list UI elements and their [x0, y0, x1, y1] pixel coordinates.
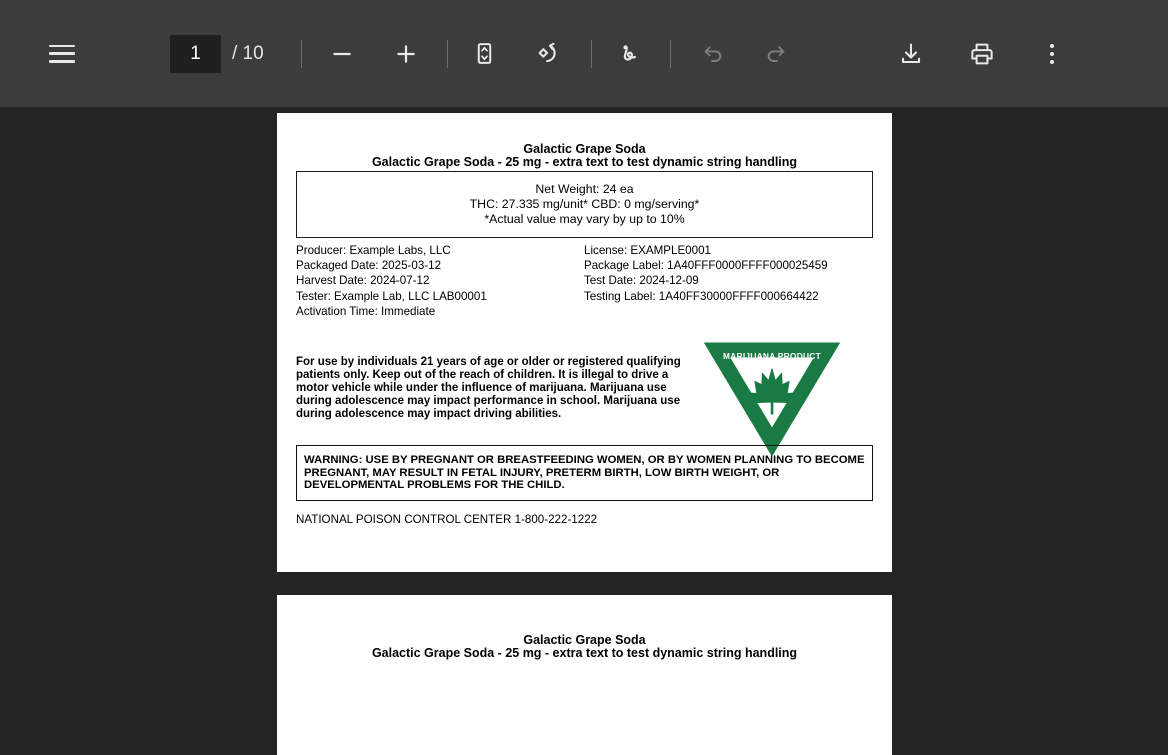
more-vertical-icon [1050, 44, 1054, 64]
page-total-label: / 10 [232, 42, 264, 64]
testing-label-line: Testing Label: 1A40FF30000FFFF000664422 [584, 289, 819, 303]
product-title-line2-page2: Galactic Grape Soda - 25 mg - extra text to test dynamic string handling [371, 646, 798, 660]
print-button[interactable] [960, 32, 1004, 76]
license-line: License: EXAMPLE0001 [584, 244, 711, 257]
tester-line: Tester: Example Lab, LLC LAB00001 [296, 289, 487, 303]
marijuana-product-triangle-logo [713, 345, 831, 445]
product-title-line1: Galactic Grape Soda [523, 142, 646, 156]
producer-info-column [296, 243, 487, 319]
package-label-line: Package Label: 1A40FFF0000FFFF000025459 [584, 259, 828, 273]
annotate-button[interactable] [608, 32, 652, 76]
activation-time-line: Activation Time: Immediate [296, 304, 436, 318]
zoom-out-button[interactable] [320, 32, 364, 76]
rotate-counterclockwise-icon [534, 40, 561, 67]
menu-button[interactable] [40, 32, 84, 76]
pdf-page-1 [277, 113, 892, 572]
pdf-page-2 [277, 595, 892, 755]
toolbar-divider-2 [447, 40, 448, 68]
toolbar-divider-4 [670, 40, 671, 68]
undo-icon [701, 41, 726, 66]
fit-to-page-button[interactable] [463, 32, 507, 76]
net-weight-line: Net Weight: 24 ea [535, 182, 634, 196]
annotate-pen-icon [616, 40, 644, 68]
product-title-line2: Galactic Grape Soda - 25 mg - extra text to test dynamic string handling [371, 155, 798, 169]
svg-text:MARIJUANA PRODUCT: MARIJUANA PRODUCT [723, 351, 821, 362]
packaged-date-line: Packaged Date: 2025-03-12 [296, 259, 442, 273]
hamburger-menu-icon [49, 45, 75, 63]
redo-icon [763, 41, 788, 66]
more-options-button[interactable] [1030, 32, 1074, 76]
potency-disclaimer-line: *Actual value may vary by up to 10% [484, 211, 685, 226]
zoom-in-button[interactable] [384, 32, 428, 76]
undo-button[interactable] [692, 32, 736, 76]
harvest-date-line: Harvest Date: 2024-07-12 [296, 274, 430, 288]
use-restrictions-text: For use by individuals 21 years of age or older or registered qualifying patients only. Keep out of the reach of children. It is illegal to drive a motor vehicle while under the influence of marijuana. Marijuana use during adolescence may impact performance in school. Marijuana use during adolescence may impact driving abilities. [296, 356, 681, 420]
download-icon [898, 41, 924, 67]
fit-to-page-icon [472, 41, 497, 66]
pdf-viewer[interactable] [0, 107, 1168, 660]
license-info-column [584, 243, 828, 304]
pregnancy-warning-box [296, 445, 873, 501]
test-date-line: Test Date: 2024-12-09 [584, 274, 699, 288]
toolbar-divider-1 [301, 40, 302, 68]
pregnancy-warning-text: WARNING: USE BY PREGNANT OR BREASTFEEDING WOMEN, OR BY WOMEN PLANNING TO BECOME PREGNANT, MAY RESULT IN FETAL INJURY, PRETERM BIRTH, LOW BIRTH WEIGHT, OR DEVELOPMENTAL PROBLEMS FOR THE CHILD. [304, 454, 865, 492]
redo-button[interactable] [754, 32, 798, 76]
product-title-line1-page2: Galactic Grape Soda [523, 633, 646, 647]
pdf-toolbar [0, 0, 1168, 107]
producer-line: Producer: Example Labs, LLC [296, 244, 451, 257]
rotate-button[interactable] [526, 32, 570, 76]
potency-info-box [296, 171, 873, 238]
print-icon [969, 41, 995, 67]
plus-icon [393, 41, 419, 67]
page-navigation [170, 35, 264, 73]
toolbar-divider-3 [591, 40, 592, 68]
potency-line: THC: 27.335 mg/unit* CBD: 0 mg/serving* [469, 196, 700, 211]
poison-control-line: NATIONAL POISON CONTROL CENTER 1-800-222-1222 [296, 513, 598, 526]
page-number-input[interactable] [170, 35, 221, 73]
download-button[interactable] [889, 32, 933, 76]
minus-icon [329, 41, 355, 67]
